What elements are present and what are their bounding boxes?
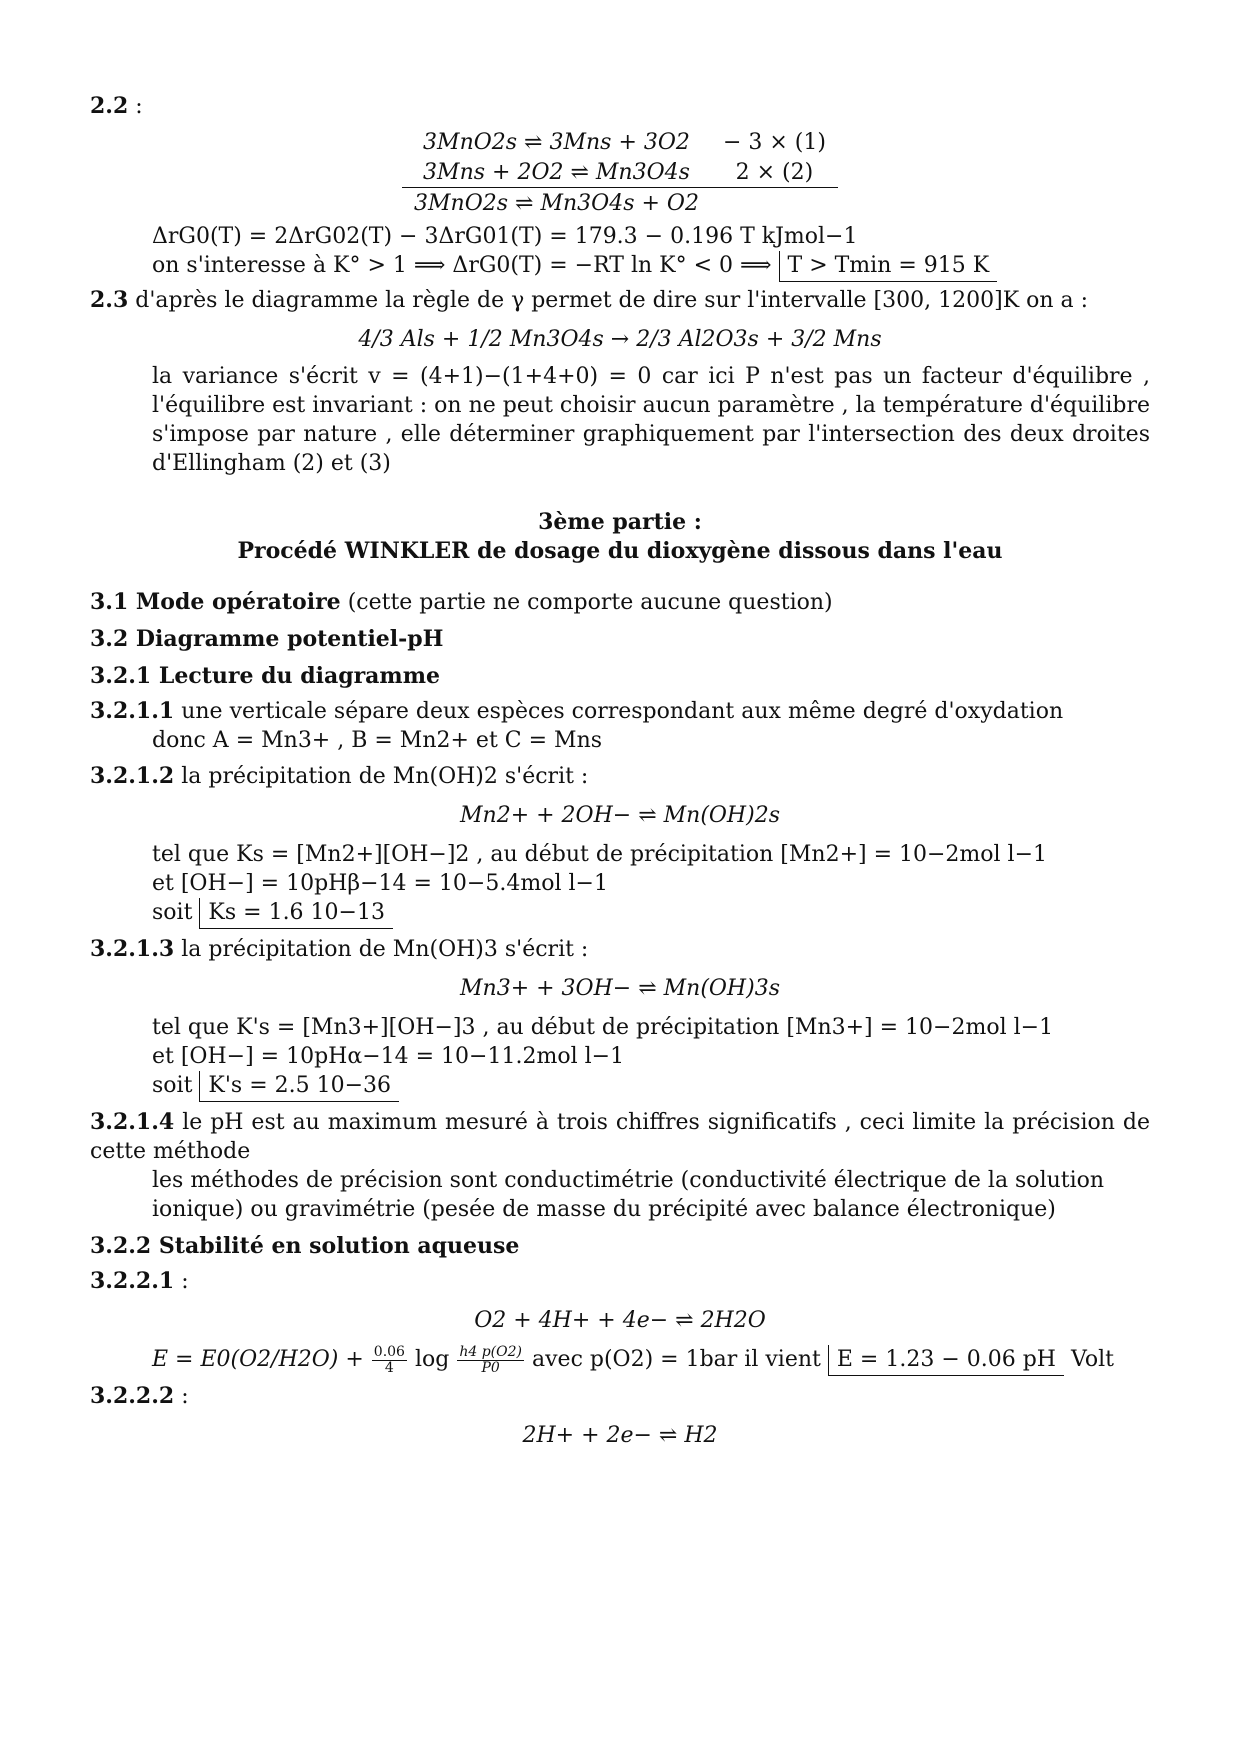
section-label: 3.2.1.3 [90, 935, 175, 962]
section-3-2-2: 3.2.2 Stabilité en solution aqueuse [90, 1232, 520, 1259]
section-text: le pH est au maximum mesuré à trois chiffres significatifs , ceci limite la précision de cette méthode [90, 1109, 1151, 1164]
volt-unit: Volt [1071, 1347, 1114, 1373]
oh-concentration-line: et [OH−] = 10pHβ−14 = 10−5.4mol l−1 [152, 870, 608, 896]
k-condition-line [152, 251, 1150, 282]
section-2-3 [90, 286, 1150, 315]
section-text: la précipitation de Mn(OH)3 s'écrit : [181, 936, 589, 962]
reaction-combination [402, 127, 838, 218]
section-3-2-1: 3.2.1 Lecture du diagramme [90, 663, 440, 690]
nernst-mid-text: avec p(O2) = 1bar il vient [532, 1347, 821, 1373]
ks-prime-result-box: K's = 2.5 10−36 [199, 1071, 399, 1102]
section-label: 3.2.1.4 [90, 1108, 175, 1135]
delta-g-line: ΔrG0(T) = 2ΔrG02(T) − 3ΔrG01(T) = 179.3 − 0.196 T kJmol−1 [152, 224, 858, 250]
section-colon: : [181, 1384, 189, 1410]
section-text: (cette partie ne comporte aucune question) [347, 590, 833, 616]
nernst-quotient [457, 1345, 524, 1375]
nernst-lead: E = E0(O2/H2O) + [152, 1347, 364, 1373]
section-label: 2.3 [90, 287, 129, 314]
section-label: 3.2.2.1 [90, 1267, 175, 1294]
ks-result-box: Ks = 1.6 10−13 [199, 898, 393, 929]
section-3-2-2-1 [90, 1267, 1150, 1296]
aluminothermy-reaction: 4/3 Als + 1/2 Mn3O4s → 2/3 Al2O3s + 3/2 Mns [358, 327, 882, 353]
nernst-coefficient [372, 1345, 407, 1375]
reaction-2: 3Mns + 2O2 ⇌ Mn3O4s [423, 159, 690, 185]
part-3-title: 3ème partie : [538, 509, 702, 536]
section-text: la précipitation de Mn(OH)2 s'écrit : [181, 763, 589, 789]
section-label: 3.1 Mode opératoire [90, 589, 341, 616]
k-condition-text: on s'interesse à K° > 1 ⟹ ΔrG0(T) = −RT ln K° < 0 ⟹ [152, 253, 772, 279]
nernst-equation-line [152, 1345, 1150, 1376]
section-3-1 [90, 588, 1150, 617]
tmin-result-box: T > Tmin = 915 K [779, 251, 998, 282]
section-colon: : [135, 94, 143, 119]
section-3-2-1-2 [90, 762, 1150, 791]
document-page [90, 92, 1150, 1460]
section-label: 3.2.2.2 [90, 1383, 175, 1410]
section-label: 2.2 [90, 93, 129, 119]
fraction-denominator: P0 [481, 1359, 500, 1376]
section-2-2 [90, 92, 1150, 121]
section-3-2: 3.2 Diagramme potentiel-pH [90, 626, 444, 653]
ks-definition-line: tel que Ks = [Mn2+][OH−]2 , au début de précipitation [Mn2+] = 10−2mol l−1 [152, 841, 1048, 867]
section-3-2-2-2 [90, 1382, 1150, 1411]
reaction-2-factor: 2 × (2) [735, 159, 814, 185]
precipitation-reaction-mn3: Mn3+ + 3OH− ⇌ Mn(OH)3s [460, 975, 780, 1001]
ks-result-line [152, 898, 1150, 929]
ks-prime-definition-line: tel que K's = [Mn3+][OH−]3 , au début de précipitation [Mn3+] = 10−2mol l−1 [152, 1014, 1054, 1040]
section-3-2-1-3 [90, 935, 1150, 964]
variance-paragraph: la variance s'écrit v = (4+1)−(1+4+0) = 0 car ici P n'est pas un facteur d'équilibre , l'équilibre est invariant : on ne peut choisir aucun paramètre , la température d'équilibre s'impose par nature , elle déterminer graphiquement par l'intersection des deux droites d'Ellingham (2) et (3) [152, 364, 1150, 477]
section-colon: : [181, 1268, 189, 1294]
hydrogen-reaction: 2H+ + 2e− ⇌ H2 [522, 1423, 718, 1449]
fraction-denominator: 4 [384, 1359, 394, 1376]
species-identification: donc A = Mn3+ , B = Mn2+ et C = Mns [152, 728, 603, 754]
section-label: 3.2.1.1 [90, 698, 175, 725]
precipitation-reaction-mn2: Mn2+ + 2OH− ⇌ Mn(OH)2s [460, 802, 780, 828]
section-3-2-1-1 [90, 697, 1150, 726]
soit-word: soit [152, 1072, 193, 1098]
precision-methods-paragraph: les méthodes de précision sont conductimétrie (conductivité électrique de la solution ionique) ou gravimétrie (pesée de masse du précipité avec balance électronique) [152, 1167, 1105, 1222]
reaction-1: 3MnO2s ⇌ 3Mns + 3O2 [423, 129, 690, 155]
potential-result-box: E = 1.23 − 0.06 pH [828, 1345, 1064, 1376]
section-intro: d'après le diagramme la règle de γ permet de dire sur l'intervalle [300, 1200]K on a : [135, 288, 1089, 314]
section-label: 3.2.1.2 [90, 762, 175, 789]
oh-concentration-line-2: et [OH−] = 10pHα−14 = 10−11.2mol l−1 [152, 1043, 625, 1069]
fraction-numerator: 0.06 [373, 1344, 405, 1361]
ks-prime-result-line [152, 1071, 1150, 1102]
soit-word: soit [152, 899, 193, 925]
oxygen-water-reaction: O2 + 4H+ + 4e− ⇌ 2H2O [474, 1308, 766, 1333]
log-word: log [414, 1347, 450, 1373]
part-3-subtitle: Procédé WINKLER de dosage du dioxygène dissous dans l'eau [237, 538, 1003, 565]
section-3-2-1-4 [90, 1108, 1150, 1166]
reaction-sum: 3MnO2s ⇌ Mn3O4s + O2 [402, 188, 711, 219]
section-text: une verticale sépare deux espèces correspondant aux même degré d'oxydation [181, 699, 1064, 725]
reaction-1-factor: − 3 × (1) [722, 129, 826, 155]
fraction-numerator: h4 p(O2) [459, 1344, 522, 1361]
